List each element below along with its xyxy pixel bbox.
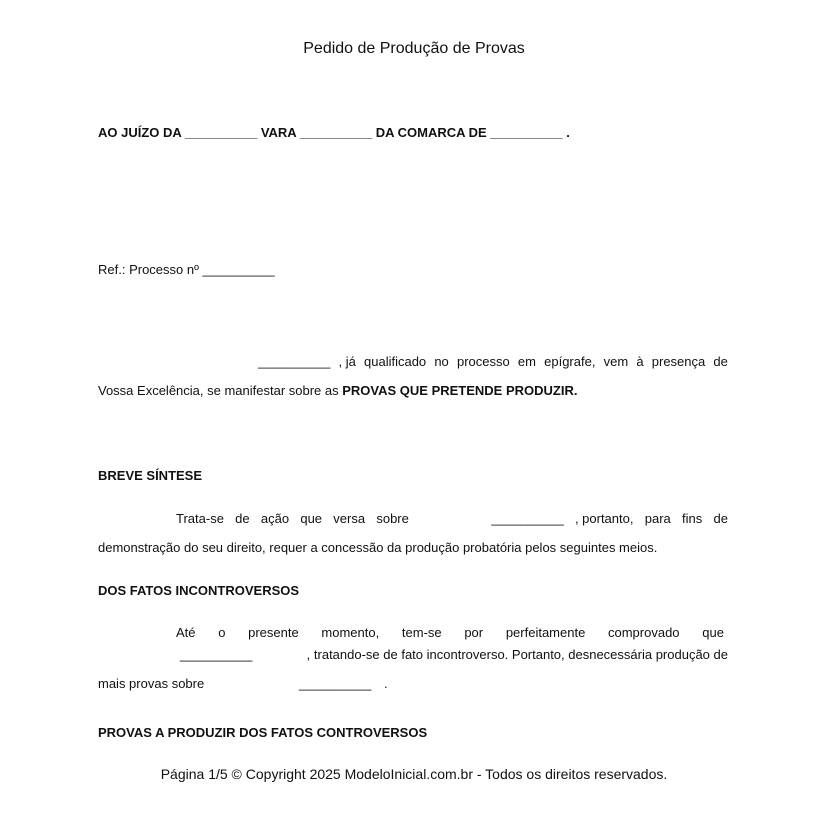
paragraph-word: que	[300, 511, 323, 526]
evidence-blank: __________	[299, 676, 372, 691]
intro-line-2-text: Vossa Excelência, se manifestar sobre as	[98, 383, 343, 398]
fact-blank: __________	[180, 647, 253, 662]
court-address-line: AO JUÍZO DA __________ VARA __________ DA COMARCA DE __________ .	[98, 125, 570, 140]
paragraph-word: presente	[248, 625, 299, 640]
intro-line-1	[258, 354, 728, 369]
paragraph-word: fins	[682, 511, 703, 526]
intro-word: processo	[456, 354, 510, 369]
fatos-line-2-text: , tratando-se de fato incontroverso. Portanto, desnecessária produção de	[306, 647, 728, 662]
party-name-blank: __________	[258, 354, 331, 369]
paragraph-word: comprovado	[608, 625, 680, 640]
fatos-line-1	[176, 625, 724, 640]
paragraph-word: de	[235, 511, 250, 526]
intro-line-2-bold: PROVAS QUE PRETENDE PRODUZIR.	[342, 383, 578, 398]
paragraph-gap	[420, 511, 480, 526]
paragraph-word: de	[713, 511, 728, 526]
fatos-line-3-text: mais provas sobre	[98, 676, 205, 691]
intro-word: , já	[338, 354, 356, 369]
section-heading-provas-a-produzir: PROVAS A PRODUZIR DOS FATOS CONTROVERSOS	[98, 725, 428, 740]
paragraph-word: tem-se	[401, 625, 442, 640]
intro-word: em	[517, 354, 536, 369]
intro-word: vem	[603, 354, 629, 369]
intro-word: epígrafe,	[544, 354, 596, 369]
section-heading-fatos-incontroversos: DOS FATOS INCONTROVERSOS	[98, 583, 300, 598]
subject-blank: __________	[491, 511, 564, 526]
document-title: Pedido de Produção de Provas	[303, 40, 525, 57]
process-reference: Ref.: Processo nº __________	[98, 262, 275, 277]
paragraph-word: que	[702, 625, 724, 640]
section-heading-breve-sintese: BREVE SÍNTESE	[98, 468, 203, 483]
paragraph-word: para	[644, 511, 671, 526]
page-footer: Página 1/5 © Copyright 2025 ModeloInicial.com.br - Todos os direitos reservados.	[160, 766, 668, 782]
paragraph-word: sobre	[376, 511, 409, 526]
breve-sintese-line-2: demonstração do seu direito, requer a concessão da produção probatória pelos seguintes meios.	[98, 540, 658, 555]
paragraph-word: , portanto,	[574, 511, 634, 526]
fatos-line-2	[180, 647, 728, 662]
intro-word: qualificado	[364, 354, 427, 369]
intro-word: de	[713, 354, 728, 369]
paragraph-word: por	[464, 625, 484, 640]
paragraph-word: ação	[260, 511, 290, 526]
paragraph-word: Até	[176, 625, 196, 640]
paragraph-word: Trata-se	[176, 511, 224, 526]
paragraph-word: versa	[333, 511, 366, 526]
breve-sintese-line-1	[176, 511, 728, 526]
intro-word: presença	[651, 354, 706, 369]
paragraph-word: momento,	[321, 625, 380, 640]
intro-word: no	[434, 354, 449, 369]
intro-word: à	[636, 354, 644, 369]
fatos-line-3-end: .	[384, 676, 388, 691]
paragraph-word: o	[218, 625, 226, 640]
intro-line-2	[98, 383, 728, 398]
paragraph-word: perfeitamente	[505, 625, 586, 640]
